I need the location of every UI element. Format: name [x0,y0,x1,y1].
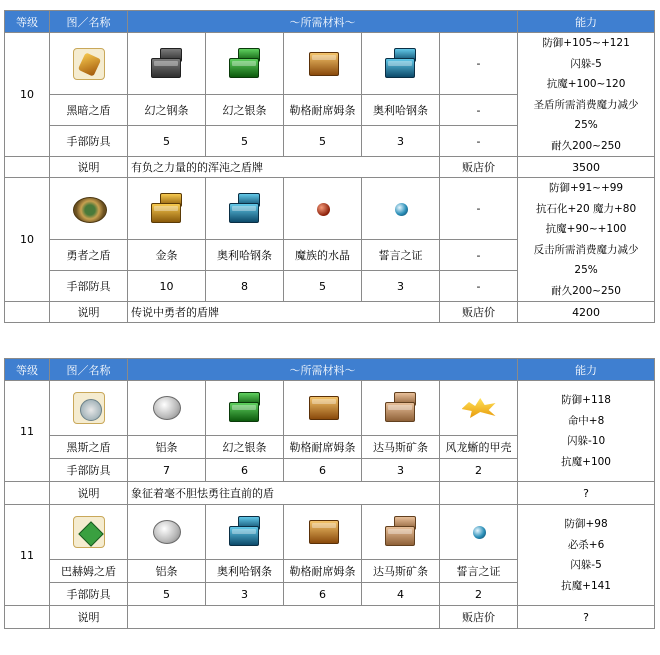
material-name: 风龙蜥的甲壳 [440,436,518,459]
item-icon-row [5,505,655,560]
material-qty: 7 [128,459,206,482]
item-price: 3500 [518,157,655,178]
material-name: - [440,95,518,126]
material-name: 幻之银条 [206,95,284,126]
material-qty: 3 [362,459,440,482]
ability-list: 防御+98 必杀+6 闪躲-5 抗魔+141 [518,505,655,606]
aluminum-disc-icon [147,512,187,552]
material-qty: 5 [284,271,362,302]
material-name: 铝条 [128,436,206,459]
green-ingot-icon [225,44,265,84]
material-name: 幻之银条 [206,436,284,459]
price-label [440,482,518,505]
material-qty: 2 [440,459,518,482]
item-name: 勇者之盾 [50,240,128,271]
dragon-shell-icon [459,388,499,428]
material-qty: 4 [362,583,440,606]
blue-ingot-icon [225,189,265,229]
material-name: 达马斯矿条 [362,560,440,583]
material-qty: 3 [206,583,284,606]
gold-ingot-icon [303,388,343,428]
desc-label: 说明 [50,606,128,629]
desc-label: 说明 [50,157,128,178]
material-name: 铝条 [128,560,206,583]
item-category: 手部防具 [50,583,128,606]
teal-orb-icon [381,189,421,229]
item-price: ? [518,482,655,505]
price-label: 贩店价 [440,606,518,629]
material-name: - [440,240,518,271]
material-name: 奥利哈钢条 [206,560,284,583]
item-desc-row [5,482,655,505]
item-name: 黑暗之盾 [50,95,128,126]
material-qty: 5 [128,126,206,157]
tan-ingot-icon [381,512,421,552]
item-icon-row [5,33,655,95]
gold-ingot-icon [303,44,343,84]
material-name: 奥利哈钢条 [206,240,284,271]
material-name: 奥利哈钢条 [362,95,440,126]
material-qty: 3 [362,126,440,157]
price-label: 贩店价 [440,157,518,178]
material-qty: 6 [206,459,284,482]
material-name: 达马斯矿条 [362,436,440,459]
aluminum-disc-icon [147,388,187,428]
item-description: 传说中勇者的盾牌 [128,302,440,323]
material-name: 勒格耐席姆条 [284,95,362,126]
item-level: 11 [5,381,50,482]
ability-list: 防御+118 命中+8 闪躲-10 抗魔+100 [518,381,655,482]
item-level: 11 [5,505,50,606]
item-name: 黑斯之盾 [50,436,128,459]
material-qty: - [440,271,518,302]
table-header-row [5,359,655,381]
item-name: 巴赫姆之盾 [50,560,128,583]
item-description: 象征着毫不胆怯勇往直前的盾 [128,482,440,505]
item-desc-row [5,302,655,323]
equipment-table-2 [4,358,655,629]
item-level: 10 [5,178,50,302]
item-level: 10 [5,33,50,157]
item-category: 手部防具 [50,126,128,157]
heis-shield-icon [69,388,109,428]
teal-orb-icon [459,512,499,552]
price-label: 贩店价 [440,302,518,323]
item-category: 手部防具 [50,459,128,482]
header-level: 等级 [5,359,50,381]
material-qty: - [440,126,518,157]
header-level: 等级 [5,11,50,33]
ability-list: 防御+105~+121 闪躲-5 抗魔+100~120 圣盾所需消费魔力减少 25% 耐久200~250 [518,33,655,157]
header-icon-name: 图／名称 [50,359,128,381]
item-category: 手部防具 [50,271,128,302]
brave-shield-icon [69,189,109,229]
header-materials: ～所需材料～ [128,11,518,33]
item-icon-row [5,381,655,436]
item-price: ? [518,606,655,629]
material-name: 幻之钢条 [128,95,206,126]
material-name: 勒格耐席姆条 [284,436,362,459]
material-name: 金条 [128,240,206,271]
header-ability: 能力 [518,359,655,381]
item-icon-row [5,178,655,240]
red-orb-icon [303,189,343,229]
table-header-row [5,11,655,33]
item-desc-row [5,606,655,629]
material-qty: 3 [362,271,440,302]
item-description [128,606,440,629]
dark-shield-icon [69,44,109,84]
blue-ingot-icon [225,512,265,552]
material-name: 魔族的水晶 [284,240,362,271]
desc-label: 说明 [50,302,128,323]
header-icon-name: 图／名称 [50,11,128,33]
material-name: 誓言之证 [362,240,440,271]
gold-bar-icon [147,189,187,229]
item-desc-row [5,157,655,178]
bahm-shield-icon [69,512,109,552]
material-qty: 2 [440,583,518,606]
header-ability: 能力 [518,11,655,33]
green-ingot-icon [225,388,265,428]
item-description: 有负之力量的的浑沌之盾牌 [128,157,440,178]
material-qty: 6 [284,459,362,482]
ability-list: 防御+91~+99 抗石化+20 魔力+80 抗魔+90~+100 反击所需消费魔力减少 25% 耐久200~250 [518,178,655,302]
blue-ingot-icon [381,44,421,84]
gold-ingot-icon [303,512,343,552]
material-empty: - [440,33,518,95]
dark-ingot-icon [147,44,187,84]
equipment-table-1 [4,10,655,323]
item-price: 4200 [518,302,655,323]
material-qty: 5 [128,583,206,606]
material-qty: 10 [128,271,206,302]
header-materials: ～所需材料～ [128,359,518,381]
material-qty: 8 [206,271,284,302]
material-qty: 6 [284,583,362,606]
material-name: 誓言之证 [440,560,518,583]
material-empty: - [440,178,518,240]
tan-ingot-icon [381,388,421,428]
material-qty: 5 [206,126,284,157]
desc-label: 说明 [50,482,128,505]
material-name: 勒格耐席姆条 [284,560,362,583]
material-qty: 5 [284,126,362,157]
